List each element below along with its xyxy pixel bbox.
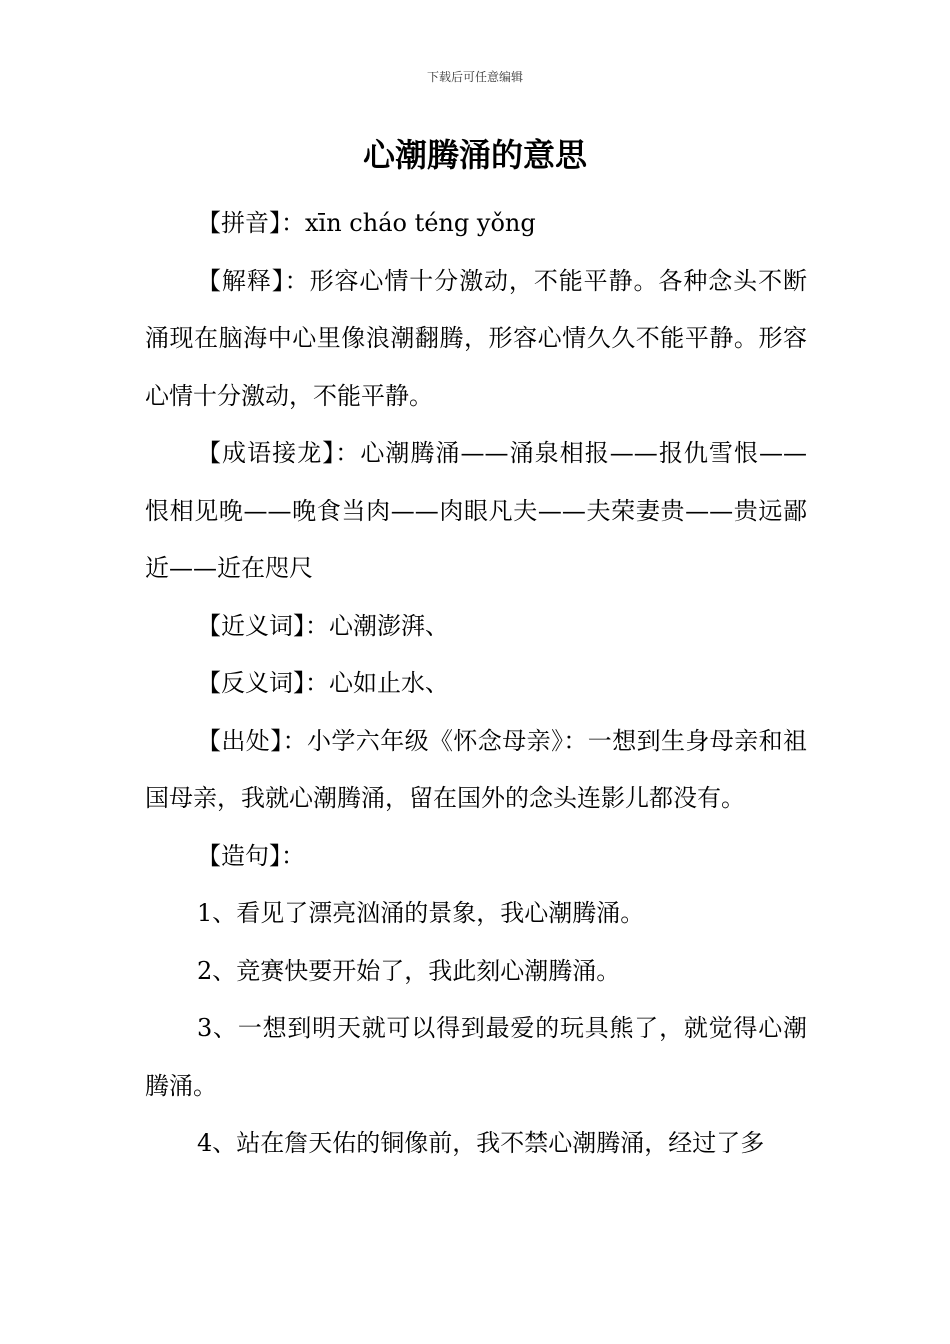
synonym-paragraph <box>145 598 807 656</box>
example-sentence: 4、站在詹天佑的铜像前，我不禁心潮腾涌，经过了多 <box>197 1129 765 1157</box>
example-sentence: 2、竞赛快要开始了，我此刻心潮腾涌。 <box>197 956 621 985</box>
page-title: 心潮腾涌的意思 <box>362 136 587 174</box>
explanation-text: 形容心情十分激动，不能平静。各种念头不断涌现在脑海中心里像浪潮翻腾，形容心情久久不能平静。形容心情十分激动，不能平静。 <box>145 266 808 410</box>
source-paragraph <box>145 713 807 828</box>
idiom-chain-label: 【成语接龙】： <box>197 439 361 467</box>
explanation-label: 【解释】： <box>197 266 310 295</box>
example-sentence: 3、一想到明天就可以得到最爱的玩具熊了，就觉得心潮腾涌。 <box>145 1014 807 1100</box>
source-text: 小学六年级《怀念母亲》：一想到生身母亲和祖国母亲，我就心潮腾涌，留在国外的念头连影儿都没有。 <box>145 726 807 812</box>
example-sentence: 1、看见了漂亮汹涌的景象，我心潮腾涌。 <box>197 899 645 927</box>
antonym-paragraph <box>145 655 807 713</box>
synonym-label: 【近义词】： <box>197 611 329 640</box>
idiom-chain-text: 心潮腾涌——涌泉相报——报仇雪恨——恨相见晚——晚食当肉——肉眼凡夫——夫荣妻贵——贵远鄙近——近在咫尺 <box>145 439 808 582</box>
synonym-text: 心潮澎湃、 <box>329 611 449 640</box>
source-label: 【出处】： <box>197 726 307 755</box>
pinyin-paragraph <box>145 195 807 253</box>
antonym-label: 【反义词】： <box>197 669 329 697</box>
pinyin-text: xīn cháo téng yǒng <box>305 209 536 237</box>
header-note: 下载后可任意编辑 <box>426 70 523 84</box>
example-sentences-heading: 【造句】： <box>197 841 305 870</box>
antonym-text: 心如止水、 <box>329 669 449 697</box>
document-body <box>145 195 807 1173</box>
idiom-chain-paragraph <box>145 425 807 598</box>
pinyin-label: 【拼音】： <box>197 209 305 237</box>
explanation-paragraph <box>145 253 807 426</box>
